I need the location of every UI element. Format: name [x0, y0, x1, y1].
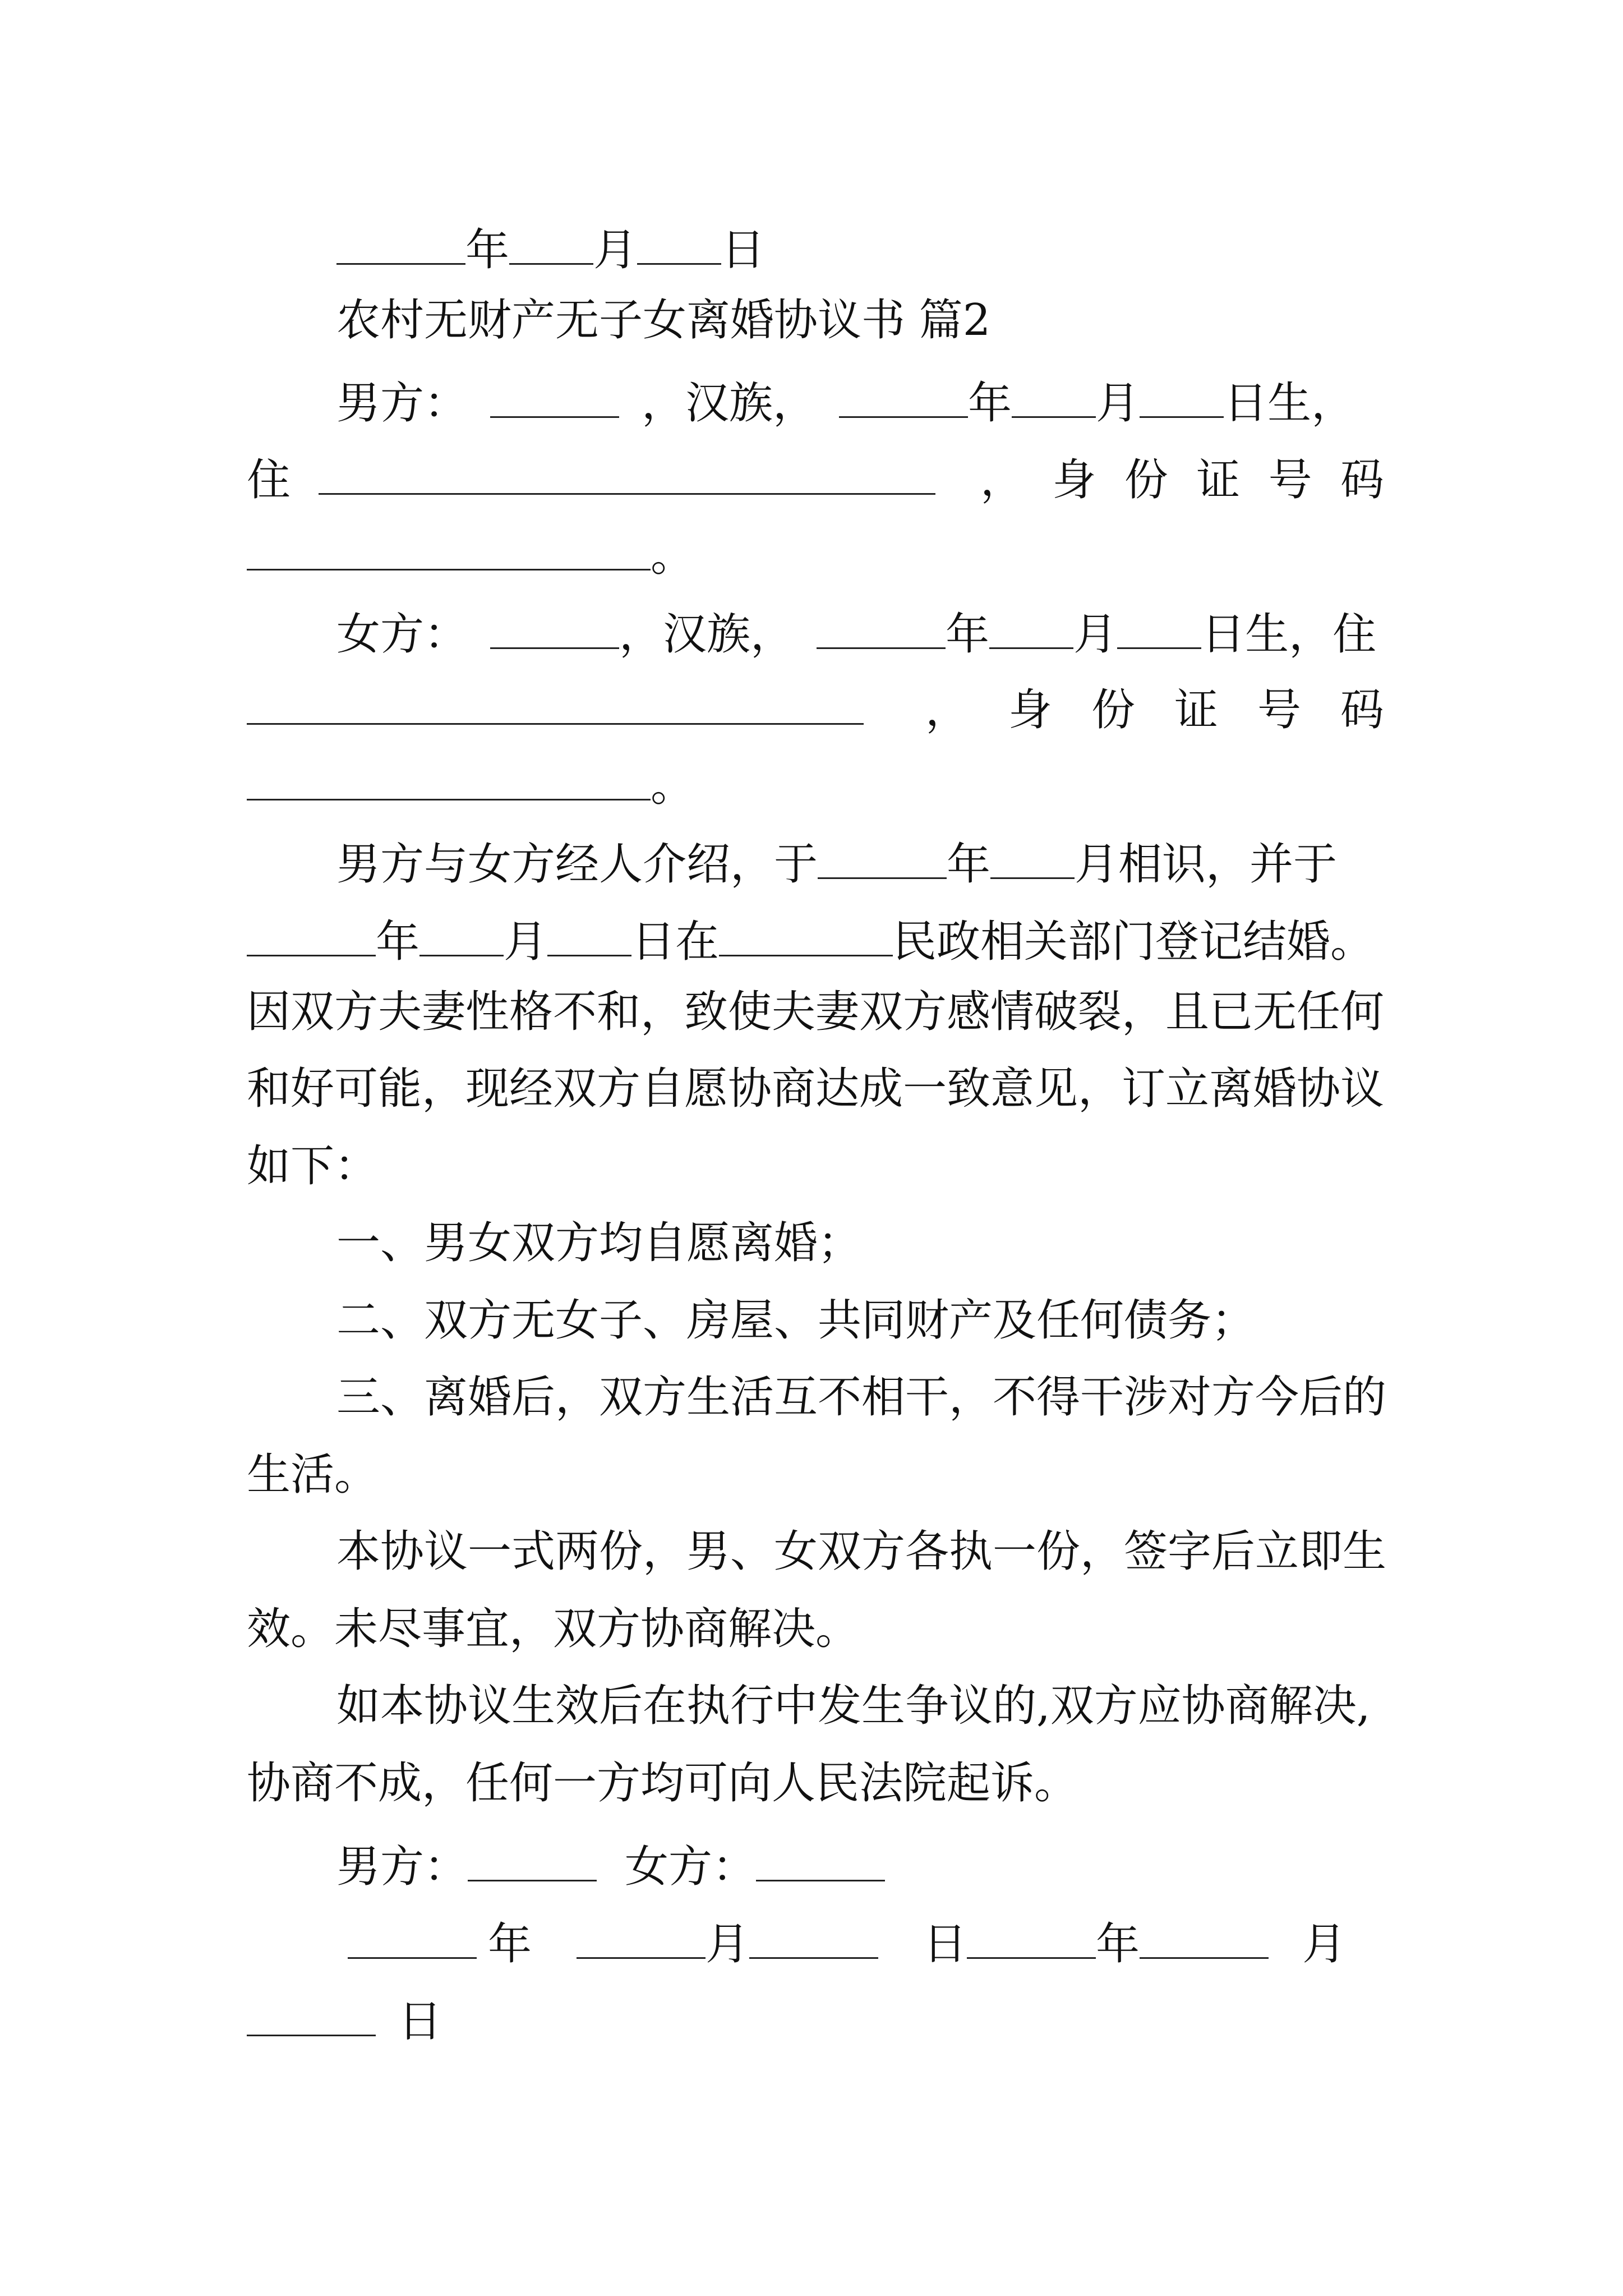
- intro-text: 男方与女方经人介绍，于: [336, 839, 818, 890]
- clause-3: 三、离婚后，双方生活互不相干，不得干涉对方今后的: [336, 1372, 1387, 1423]
- month-label: 月: [1073, 609, 1118, 660]
- residence-label: 住: [247, 455, 291, 506]
- clause-1: 一、男女双方均自愿离婚；: [336, 1218, 862, 1268]
- signature-line: [336, 1838, 885, 1893]
- female-name-blank: [490, 606, 619, 649]
- year-label: 年: [946, 609, 990, 660]
- month-label: 月: [593, 225, 638, 276]
- copies-line-1: 本协议一式两份，男、女双方各执一份，签字后立即生: [336, 1526, 1387, 1577]
- period: 。: [651, 531, 695, 582]
- clause-2: 二、双方无女子、房屋、共同财产及任何债务；: [336, 1295, 1256, 1346]
- blank-field: [637, 222, 721, 265]
- female-label: 女方：: [336, 609, 468, 660]
- id-char: 身: [1008, 685, 1052, 736]
- year-label: 年: [376, 917, 420, 968]
- month-label: 月: [504, 917, 548, 968]
- blank-field: [1140, 375, 1224, 418]
- top-date-line: [336, 222, 766, 276]
- blank-field: [989, 606, 1073, 649]
- month-label: 月: [1096, 378, 1140, 429]
- female-signature-blank: [756, 1838, 885, 1881]
- female-party-line: [336, 606, 1377, 660]
- blank-field: [1140, 1916, 1269, 1959]
- blank-field: [1012, 375, 1096, 418]
- blank-field: [247, 1993, 376, 2036]
- comma: ，: [980, 455, 1025, 506]
- intro-line-4: 和好可能，现经双方自愿协商达成一致意见，订立离婚协议: [247, 1064, 1385, 1114]
- female-residence-line: [247, 682, 1384, 736]
- blank-field: [336, 222, 465, 265]
- blank-field: [348, 1916, 477, 1959]
- male-party-line: [336, 375, 1355, 429]
- id-char: 份: [1124, 455, 1168, 506]
- day-label: 日: [398, 1996, 442, 2047]
- dispute-line-1: 如本协议生效后在执行中发生争议的,双方应协商解决,: [336, 1681, 1371, 1731]
- blank-field: [419, 913, 504, 956]
- blank-field: [577, 1916, 706, 1959]
- blank-field: [990, 836, 1075, 879]
- blank-field: [719, 913, 893, 956]
- year-label: 年: [947, 839, 991, 890]
- blank-field: [749, 1916, 878, 1959]
- comma: ，: [925, 685, 970, 736]
- blank-field: [509, 222, 593, 265]
- dispute-line-2: 协商不成，任何一方均可向人民法院起诉。: [247, 1758, 1078, 1809]
- blank-field: [967, 1916, 1096, 1959]
- blank-field: [839, 375, 968, 418]
- blank-field: [818, 836, 947, 879]
- intro-line-2: [247, 913, 1375, 968]
- month-label: 月: [1302, 1919, 1347, 1970]
- male-residence-line: [247, 452, 1384, 506]
- female-id-line: [247, 757, 695, 812]
- month-label: 月: [706, 1919, 750, 1970]
- id-char: 证: [1174, 685, 1218, 736]
- sign-date-line-2: [247, 1993, 442, 2047]
- id-char: 号: [1257, 685, 1301, 736]
- year-label: 年: [1096, 1919, 1140, 1970]
- document-title: 农村无财产无子女离婚协议书 篇2: [336, 295, 991, 346]
- copies-line-2: 效。未尽事宜，双方协商解决。: [247, 1604, 860, 1654]
- intro-line-5: 如下：: [247, 1141, 379, 1191]
- day-label: 日生，: [1224, 378, 1355, 429]
- male-id-blank: [247, 527, 651, 570]
- intro-text: 民政相关部门登记结婚。: [893, 917, 1375, 968]
- male-signature-blank: [468, 1838, 597, 1881]
- male-signature-label: 男方：: [336, 1842, 468, 1893]
- id-char: 号: [1268, 455, 1312, 506]
- clause-3-cont: 生活。: [247, 1450, 379, 1500]
- day-label: 日在: [631, 917, 720, 968]
- day-label: 日: [721, 225, 766, 276]
- female-signature-label: 女方：: [625, 1842, 757, 1893]
- blank-field: [1117, 606, 1201, 649]
- id-char: 码: [1340, 685, 1384, 736]
- intro-text: 月相识，并于: [1075, 839, 1338, 890]
- male-name-blank: [490, 375, 619, 418]
- period: 。: [651, 761, 695, 812]
- blank-field: [817, 606, 946, 649]
- intro-line-1: [336, 836, 1338, 890]
- id-char: 码: [1340, 455, 1384, 506]
- id-char: 身: [1052, 455, 1096, 506]
- year-label: 年: [488, 1919, 532, 1970]
- id-char: 证: [1196, 455, 1241, 506]
- female-ethnicity: ，汉族，: [619, 609, 795, 660]
- day-label: 日: [923, 1919, 967, 1970]
- male-residence-blank: [319, 452, 935, 495]
- sign-date-line: [348, 1916, 1347, 1970]
- female-id-blank: [247, 757, 651, 800]
- year-label: 年: [968, 378, 1012, 429]
- blank-field: [547, 913, 631, 956]
- day-label: 日生，住: [1201, 609, 1377, 660]
- blank-field: [247, 913, 376, 956]
- intro-line-3: 因双方夫妻性格不和，致使夫妻双方感情破裂，且已无任何: [247, 987, 1385, 1037]
- male-ethnicity: ，汉族，: [642, 378, 817, 429]
- male-id-line: [247, 527, 695, 582]
- male-label: 男方：: [336, 378, 468, 429]
- year-label: 年: [465, 225, 510, 276]
- id-char: 份: [1091, 685, 1135, 736]
- female-residence-blank: [247, 682, 864, 725]
